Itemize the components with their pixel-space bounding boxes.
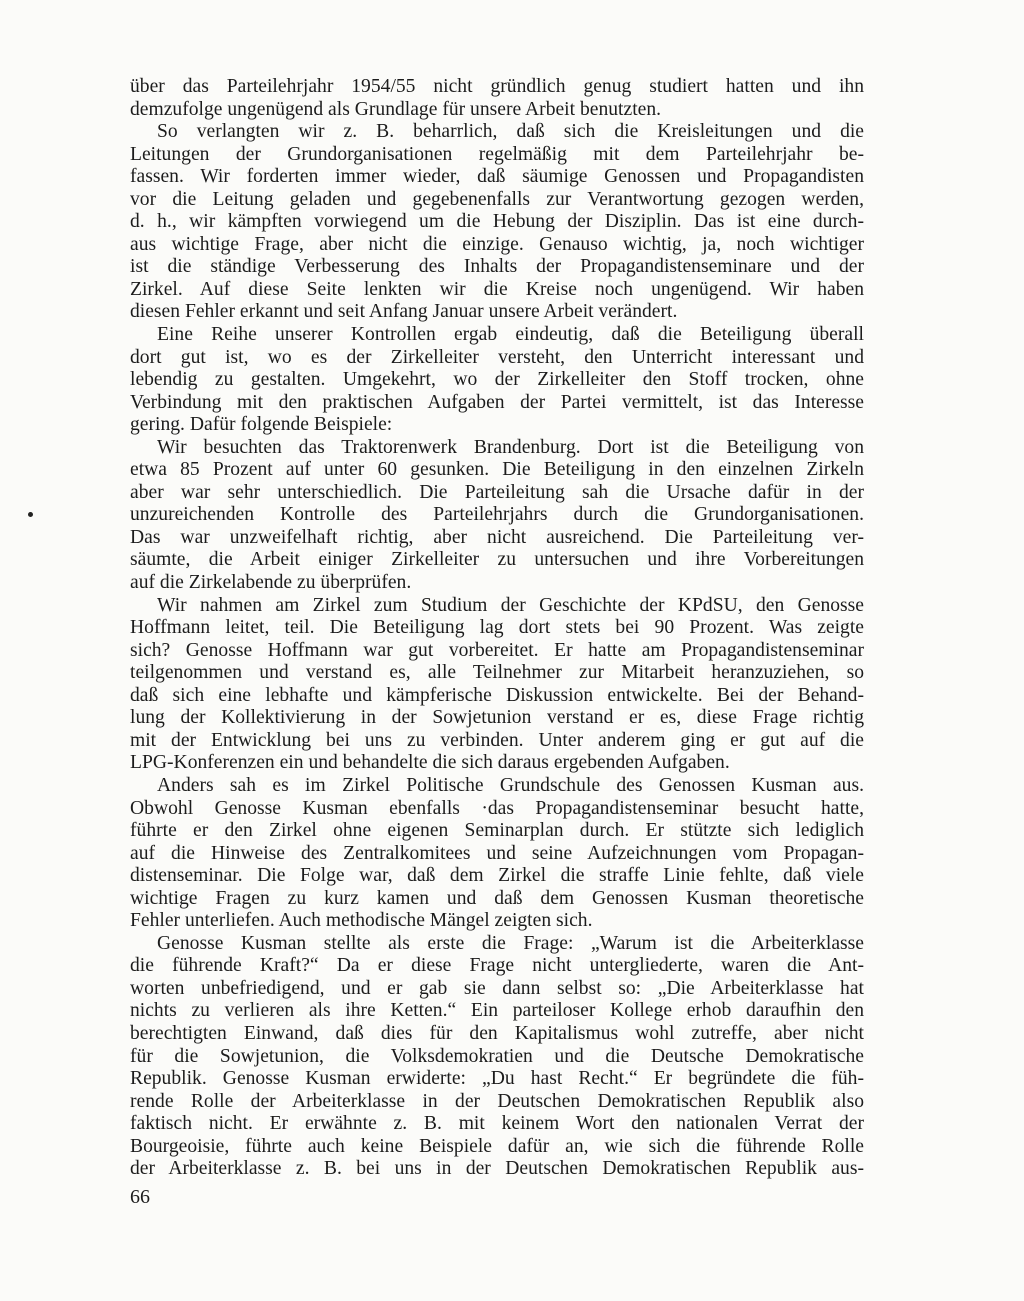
text-line: lung der Kollektivierung in der Sowjetunion verstand er es, diese Frage richtig (130, 707, 864, 729)
text-line: d. h., wir kämpften vorwiegend um die Hebung der Disziplin. Das ist eine durch- (130, 211, 864, 233)
text-line: Bourgeoisie, führte auch keine Beispiele dafür an, wie sich die führende Rolle (130, 1135, 864, 1157)
text-line: auf die Hinweise des Zentralkomitees und seine Aufzeichnungen vom Propagan- (130, 842, 864, 864)
text-line: teilgenommen und verstand es, alle Teilnehmer zur Mitarbeit heranzuziehen, so (130, 662, 864, 684)
text-line: für die Sowjetunion, die Volksdemokratien und die Deutsche Demokratische (130, 1045, 864, 1067)
text-line: worten unbefriedigend, und er gab sie dann selbst so: „Die Arbeiterklasse hat (130, 977, 864, 999)
text-line: Fehler unterliefen. Auch methodische Mängel zeigten sich. (130, 910, 593, 932)
text-line: ist die ständige Verbesserung des Inhalts der Propagandistenseminare und der (130, 256, 864, 278)
text-line: der Arbeiterklasse z. B. bei uns in der Deutschen Demokratischen Republik aus- (130, 1158, 864, 1180)
text-line: Obwohl Genosse Kusman ebenfalls ·das Propagandistenseminar besucht hatte, (130, 797, 864, 819)
text-line: Wir nahmen am Zirkel zum Studium der Geschichte der KPdSU, den Genosse (157, 594, 864, 616)
text-line: führte er den Zirkel ohne eigenen Seminarplan durch. Er stützte sich lediglich (130, 820, 864, 842)
text-line: wichtige Fragen zu kurz kamen und daß dem Genossen Kusman theoretische (130, 887, 864, 909)
text-line: demzufolge ungenügend als Grundlage für unsere Arbeit benutzten. (130, 98, 662, 120)
text-line: säumte, die Arbeit einiger Zirkelleiter zu untersuchen und ihre Vorbereitungen (130, 549, 864, 571)
text-line: mit der Entwicklung bei uns zu verbinden. Unter anderem ging er gut auf die (130, 729, 864, 751)
text-line: Wir besuchten das Traktorenwerk Brandenburg. Dort ist die Beteiligung von (157, 436, 864, 458)
text-line: die führende Kraft?“ Da er diese Frage nicht untergliederte, waren die Ant- (130, 955, 864, 977)
text-line: berechtigten Einwand, daß dies für den Kapitalismus wohl zutreffe, aber nicht (130, 1022, 864, 1044)
text-line: Zirkel. Auf diese Seite lenkten wir die Kreise noch ungenügend. Wir haben (130, 278, 864, 300)
text-line: sich? Genosse Hoffmann war gut vorbereitet. Er hatte am Propagandistenseminar (130, 639, 864, 661)
text-line: daß sich eine lebhafte und kämpferische Diskussion entwickelte. Bei der Behand- (130, 684, 864, 706)
text-line: unzureichenden Kontrolle des Parteilehrjahrs durch die Grundorganisationen. (130, 504, 864, 526)
text-line: Hoffmann leitet, teil. Die Beteiligung lag dort stets bei 90 Prozent. Was zeigte (130, 617, 864, 639)
text-line: aber war sehr unterschiedlich. Die Parteileitung sah die Ursache dafür in der (130, 481, 864, 503)
text-line: Anders sah es im Zirkel Politische Grundschule des Genossen Kusman aus. (157, 774, 864, 796)
text-line: Das war unzweifelhaft richtig, aber nicht ausreichend. Die Parteileitung ver- (130, 526, 864, 548)
text-line: So verlangten wir z. B. beharrlich, daß sich die Kreisleitungen und die (157, 121, 864, 143)
text-line: etwa 85 Prozent auf unter 60 gesunken. Die Beteiligung in den einzelnen Zirkeln (130, 459, 864, 481)
body-text (130, 76, 864, 1181)
text-line: Genosse Kusman stellte als erste die Frage: „Warum ist die Arbeiterklasse (157, 932, 864, 954)
text-line: Eine Reihe unserer Kontrollen ergab eindeutig, daß die Beteiligung überall (157, 324, 864, 346)
print-speck (28, 512, 33, 517)
text-line: fassen. Wir forderten immer wieder, daß säumige Genossen und Propagandisten (130, 166, 864, 188)
text-line: Verbindung mit den praktischen Aufgaben der Partei vermittelt, ist das Interesse (130, 391, 864, 413)
text-line: aus wichtige Frage, aber nicht die einzige. Genauso wichtig, ja, noch wichtiger (130, 233, 864, 255)
text-line: vor die Leitung geladen und gegebenenfalls zur Verantwortung gezogen werden, (130, 188, 864, 210)
page-number: 66 (130, 1186, 150, 1208)
text-line: LPG-Konferenzen ein und behandelte die sich daraus ergebenden Aufgaben. (130, 752, 730, 774)
text-line: faktisch nicht. Er erwähnte z. B. mit keinem Wort den nationalen Verrat der (130, 1113, 864, 1135)
text-line: diesen Fehler erkannt und seit Anfang Januar unsere Arbeit verändert. (130, 301, 678, 323)
text-line: über das Parteilehrjahr 1954/55 nicht gründlich genug studiert hatten und ihn (130, 76, 864, 97)
text-line: Republik. Genosse Kusman erwiderte: „Du hast Recht.“ Er begründete die füh- (130, 1068, 864, 1090)
text-line: rende Rolle der Arbeiterklasse in der Deutschen Demokratischen Republik also (130, 1090, 864, 1112)
text-line: lebendig zu gestalten. Umgekehrt, wo der Zirkelleiter den Stoff trocken, ohne (130, 369, 864, 391)
text-line: dort gut ist, wo es der Zirkelleiter versteht, den Unterricht interessant und (130, 346, 864, 368)
text-line: auf die Zirkelabende zu überprüfen. (130, 572, 412, 594)
text-line: gering. Dafür folgende Beispiele: (130, 414, 393, 436)
text-line: nichts zu verlieren als ihre Ketten.“ Ein parteiloser Kollege erhob daraufhin den (130, 1000, 864, 1022)
text-line: distenseminar. Die Folge war, daß dem Zirkel die straffe Linie fehlte, daß viele (130, 865, 864, 887)
text-line: Leitungen der Grundorganisationen regelmäßig mit dem Parteilehrjahr be- (130, 143, 864, 165)
